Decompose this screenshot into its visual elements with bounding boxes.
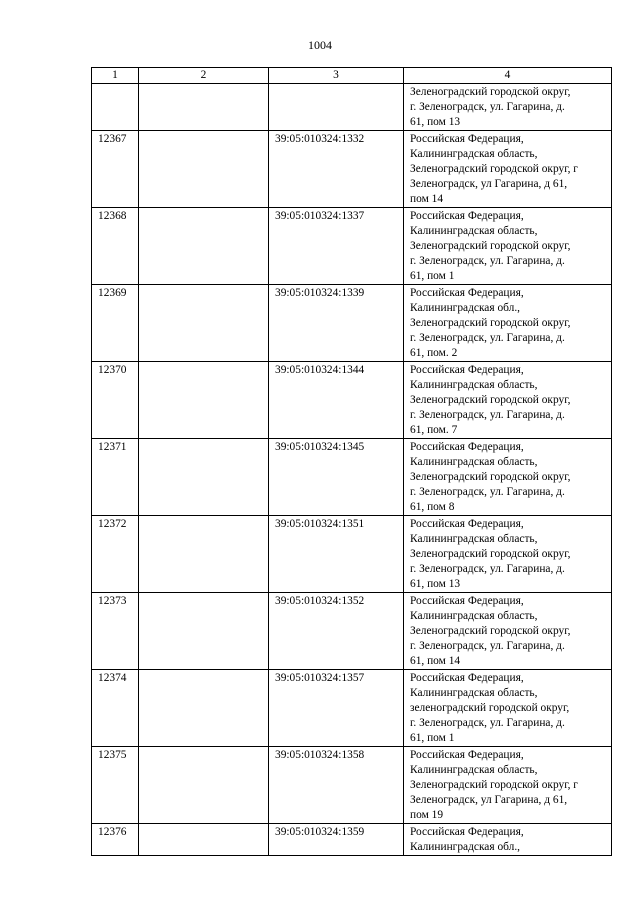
- address-line: Калининградская область,: [410, 687, 538, 699]
- header-row: [92, 68, 612, 84]
- header-col-2: 2: [139, 68, 269, 84]
- column-2-cell: [139, 670, 269, 747]
- column-2-cell: [139, 824, 269, 856]
- column-2-cell: [139, 208, 269, 285]
- row-number-cell: 12371: [92, 439, 139, 516]
- table-row: [92, 516, 612, 593]
- cadastral-number-cell: 39:05:010324:1359: [269, 824, 404, 856]
- address-line: 61, пом 1: [410, 270, 455, 282]
- table-row: [92, 285, 612, 362]
- address-line: Калининградская область,: [410, 379, 538, 391]
- table-row: [92, 824, 612, 856]
- row-number-cell: [92, 84, 139, 131]
- address-line: Российская Федерация,: [410, 287, 524, 299]
- address-cell: [404, 84, 612, 131]
- address-line: г. Зеленоградск, ул. Гагарина, д.: [410, 717, 565, 729]
- address-line: пом 19: [410, 809, 444, 821]
- address-line: Российская Федерация,: [410, 595, 524, 607]
- address-line: Российская Федерация,: [410, 133, 524, 145]
- address-line: Российская Федерация,: [410, 749, 524, 761]
- address-cell: [404, 131, 612, 208]
- address-line: Зеленоградский городской округ,: [410, 394, 571, 406]
- address-cell: [404, 362, 612, 439]
- address-line: Калининградская область,: [410, 610, 538, 622]
- column-2-cell: [139, 285, 269, 362]
- address-line: Калининградская область,: [410, 225, 538, 237]
- address-line: Зеленоградск, ул Гагарина, д 61,: [410, 794, 568, 806]
- cadastral-number-cell: 39:05:010324:1332: [269, 131, 404, 208]
- table-row: [92, 84, 612, 131]
- address-line: Калининградская обл.,: [410, 841, 521, 853]
- address-line: Зеленоградский городской округ,: [410, 625, 571, 637]
- table-row: [92, 670, 612, 747]
- row-number-cell: 12368: [92, 208, 139, 285]
- header-col-4: 4: [404, 68, 612, 84]
- address-cell: [404, 824, 612, 856]
- address-line: пом 14: [410, 193, 444, 205]
- address-cell: [404, 439, 612, 516]
- address-cell: [404, 208, 612, 285]
- address-cell: [404, 516, 612, 593]
- address-line: г. Зеленоградск, ул. Гагарина, д.: [410, 409, 565, 421]
- header-col-3: 3: [269, 68, 404, 84]
- address-cell: [404, 285, 612, 362]
- cadastral-number-cell: 39:05:010324:1339: [269, 285, 404, 362]
- address-line: Зеленоградский городской округ,: [410, 86, 571, 98]
- cadastral-number-cell: [269, 84, 404, 131]
- column-2-cell: [139, 362, 269, 439]
- address-line: Российская Федерация,: [410, 210, 524, 222]
- address-line: Российская Федерация,: [410, 518, 524, 530]
- cadastral-number-cell: 39:05:010324:1352: [269, 593, 404, 670]
- row-number-cell: 12374: [92, 670, 139, 747]
- address-line: г. Зеленоградск, ул. Гагарина, д.: [410, 332, 565, 344]
- page-number: 1004: [308, 38, 332, 52]
- column-2-cell: [139, 593, 269, 670]
- address-line: Российская Федерация,: [410, 364, 524, 376]
- address-line: Калининградская область,: [410, 148, 538, 160]
- table-row: [92, 131, 612, 208]
- row-number-cell: 12375: [92, 747, 139, 824]
- row-number-cell: 12369: [92, 285, 139, 362]
- cadastral-number-cell: 39:05:010324:1358: [269, 747, 404, 824]
- address-line: 61, пом 14: [410, 655, 461, 667]
- address-line: Зеленоградский городской округ,: [410, 471, 571, 483]
- cadastral-number-cell: 39:05:010324:1357: [269, 670, 404, 747]
- cadastral-number-cell: 39:05:010324:1351: [269, 516, 404, 593]
- table-row: [92, 439, 612, 516]
- row-number-cell: 12376: [92, 824, 139, 856]
- address-line: зеленоградский городской округ,: [410, 702, 570, 714]
- column-2-cell: [139, 131, 269, 208]
- address-line: Зеленоградский городской округ, г: [410, 779, 578, 791]
- address-line: Зеленоградский городской округ,: [410, 548, 571, 560]
- column-2-cell: [139, 84, 269, 131]
- column-2-cell: [139, 747, 269, 824]
- registry-table: [91, 67, 612, 856]
- row-number-cell: 12367: [92, 131, 139, 208]
- address-cell: [404, 747, 612, 824]
- address-cell: [404, 593, 612, 670]
- address-line: Калининградская область,: [410, 764, 538, 776]
- address-line: Зеленоградский городской округ,: [410, 240, 571, 252]
- table-row: [92, 747, 612, 824]
- address-line: Зеленоградский городской округ,: [410, 317, 571, 329]
- cadastral-number-cell: 39:05:010324:1337: [269, 208, 404, 285]
- address-line: Зеленоградск, ул Гагарина, д 61,: [410, 178, 568, 190]
- cadastral-number-cell: 39:05:010324:1344: [269, 362, 404, 439]
- column-2-cell: [139, 516, 269, 593]
- row-number-cell: 12370: [92, 362, 139, 439]
- address-line: г. Зеленоградск, ул. Гагарина, д.: [410, 101, 565, 113]
- address-line: Калининградская обл.,: [410, 302, 521, 314]
- address-cell: [404, 670, 612, 747]
- table-body: [92, 84, 612, 856]
- address-line: 61, пом. 7: [410, 424, 458, 436]
- address-line: Российская Федерация,: [410, 672, 524, 684]
- address-line: Зеленоградский городской округ, г: [410, 163, 578, 175]
- address-line: г. Зеленоградск, ул. Гагарина, д.: [410, 486, 565, 498]
- row-number-cell: 12372: [92, 516, 139, 593]
- address-line: Российская Федерация,: [410, 826, 524, 838]
- table-row: [92, 593, 612, 670]
- address-line: 61, пом 13: [410, 578, 461, 590]
- address-line: 61, пом 1: [410, 732, 455, 744]
- table-row: [92, 208, 612, 285]
- address-line: г. Зеленоградск, ул. Гагарина, д.: [410, 640, 565, 652]
- address-line: 61, пом. 2: [410, 347, 458, 359]
- row-number-cell: 12373: [92, 593, 139, 670]
- address-line: 61, пом 13: [410, 116, 461, 128]
- address-line: г. Зеленоградск, ул. Гагарина, д.: [410, 255, 565, 267]
- address-line: г. Зеленоградск, ул. Гагарина, д.: [410, 563, 565, 575]
- column-2-cell: [139, 439, 269, 516]
- header-col-1: 1: [92, 68, 139, 84]
- address-line: Российская Федерация,: [410, 441, 524, 453]
- address-line: Калининградская область,: [410, 533, 538, 545]
- cadastral-number-cell: 39:05:010324:1345: [269, 439, 404, 516]
- address-line: Калининградская область,: [410, 456, 538, 468]
- address-line: 61, пом 8: [410, 501, 455, 513]
- table-row: [92, 362, 612, 439]
